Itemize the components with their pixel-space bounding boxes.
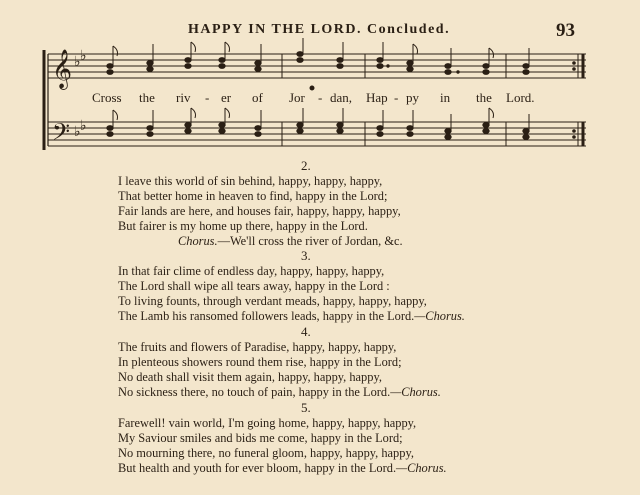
verse-number: 4. xyxy=(301,324,311,339)
verse-line: No death shall visit them again, happy, happy, happy, xyxy=(118,370,382,384)
verse-line: No mourning there, no funeral gloom, happy, happy, happy, xyxy=(118,446,414,460)
verse-line: Farewell! vain world, I'm going home, happy, happy, happy, xyxy=(118,416,417,430)
chorus-text: —We'll cross the river of Jordan, &c. xyxy=(217,234,403,248)
lyric-syllable: Hap xyxy=(366,90,388,105)
svg-text:𝄞: 𝄞 xyxy=(52,49,73,89)
lyric-syllable: - xyxy=(205,90,210,105)
verse-line: That better home in heaven to find, happy in the Lord; xyxy=(118,189,388,203)
verse-line xyxy=(118,461,447,476)
verse-line: The fruits and flowers of Paradise, happy, happy, happy, xyxy=(118,340,397,354)
verse-line: I leave this world of sin behind, happy, happy, happy, xyxy=(118,174,383,188)
lyric-syllable: of xyxy=(252,90,263,105)
verse-line-text: But health and youth for ever bloom, happy in the Lord. xyxy=(118,461,397,475)
svg-text:𝄢: 𝄢 xyxy=(52,118,71,151)
svg-text:♭: ♭ xyxy=(80,118,87,134)
lyric-syllable: - xyxy=(318,90,323,105)
lyric-syllable: Lord. xyxy=(506,90,535,105)
verse-line xyxy=(118,309,465,324)
lyric-syllable: the xyxy=(139,90,155,105)
verse-line-text: No sickness there, no touch of pain, happy in the Lord. xyxy=(118,385,391,399)
music-score xyxy=(0,0,640,170)
svg-text:♭: ♭ xyxy=(74,54,81,70)
verse-line xyxy=(118,385,441,400)
chorus-marker: —Chorus. xyxy=(396,461,447,475)
verse-line: To living founts, through verdant meads, happy, happy, happy, xyxy=(118,294,427,308)
page-number: 93 xyxy=(556,20,575,41)
lyric-syllable: - xyxy=(394,90,399,105)
chorus-marker: —Chorus. xyxy=(414,309,465,323)
verse-line-text: The Lamb his ransomed followers leads, happy in the Lord. xyxy=(118,309,415,323)
lyric-syllable: Cross xyxy=(92,90,122,105)
chorus-line xyxy=(178,234,403,249)
verse-line: But fairer is my home up there, happy in the Lord. xyxy=(118,219,368,233)
verse-number: 2. xyxy=(301,158,311,173)
lyric-syllable: er xyxy=(221,90,232,105)
lyric-syllable: the xyxy=(476,90,492,105)
chorus-label: Chorus. xyxy=(178,234,218,248)
verse-line: My Saviour smiles and bids me come, happy in the Lord; xyxy=(118,431,403,445)
verse-line: In plenteous showers round them rise, happy in the Lord; xyxy=(118,355,402,369)
lyric-syllable: dan, xyxy=(330,90,353,105)
svg-text:♭: ♭ xyxy=(80,48,87,64)
lyric-syllable: py xyxy=(406,90,419,105)
page-title: HAPPY IN THE LORD. Concluded. xyxy=(188,22,451,37)
verse-number: 5. xyxy=(301,400,311,415)
verse-line: The Lord shall wipe all tears away, happy in the Lord : xyxy=(118,279,390,293)
lyric-syllable: riv xyxy=(176,90,191,105)
verse-number: 3. xyxy=(301,248,311,263)
verse-line: In that fair clime of endless day, happy, happy, happy, xyxy=(118,264,385,278)
svg-text:♭: ♭ xyxy=(74,124,81,140)
lyric-syllable: Jor xyxy=(289,90,305,105)
lyric-syllable: in xyxy=(440,90,451,105)
chorus-marker: —Chorus. xyxy=(390,385,441,399)
verse-line: Fair lands are here, and houses fair, happy, happy, happy, xyxy=(118,204,401,218)
